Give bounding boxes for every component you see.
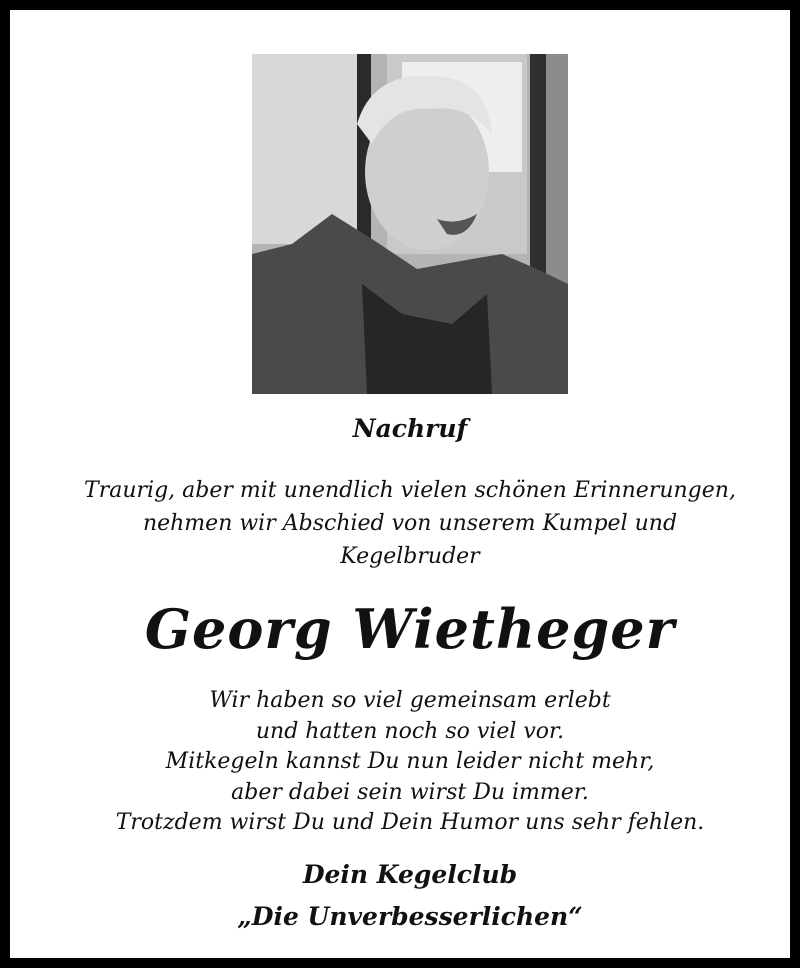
signature (30, 854, 790, 938)
portrait-photo (252, 54, 568, 394)
signature-line: Dein Kegelclub (302, 860, 518, 889)
verse-line: Wir haben so viel gemeinsam erlebt (209, 688, 611, 713)
signature-line: „Die Unverbesserlichen“ (237, 902, 583, 931)
verse-line: und hatten noch so viel vor. (255, 718, 565, 744)
intro-line: Kegelbruder (340, 544, 480, 569)
intro-line: Traurig, aber mit unendlich vielen schönen Erinnerungen, (84, 478, 736, 503)
intro-line: nehmen wir Abschied von unserem Kumpel und (142, 511, 678, 536)
heading: Nachruf (352, 414, 468, 443)
intro-text (30, 474, 790, 573)
verse-text (30, 686, 790, 839)
verse-line: aber dabei sein wirst Du immer. (231, 779, 589, 805)
verse-line: Trotzdem wirst Du und Dein Humor uns sehr fehlen. (115, 810, 705, 835)
deceased-name: Georg Wietheger (144, 597, 676, 661)
verse-line: Mitkegeln kannst Du nun leider nicht mehr, (165, 749, 655, 774)
